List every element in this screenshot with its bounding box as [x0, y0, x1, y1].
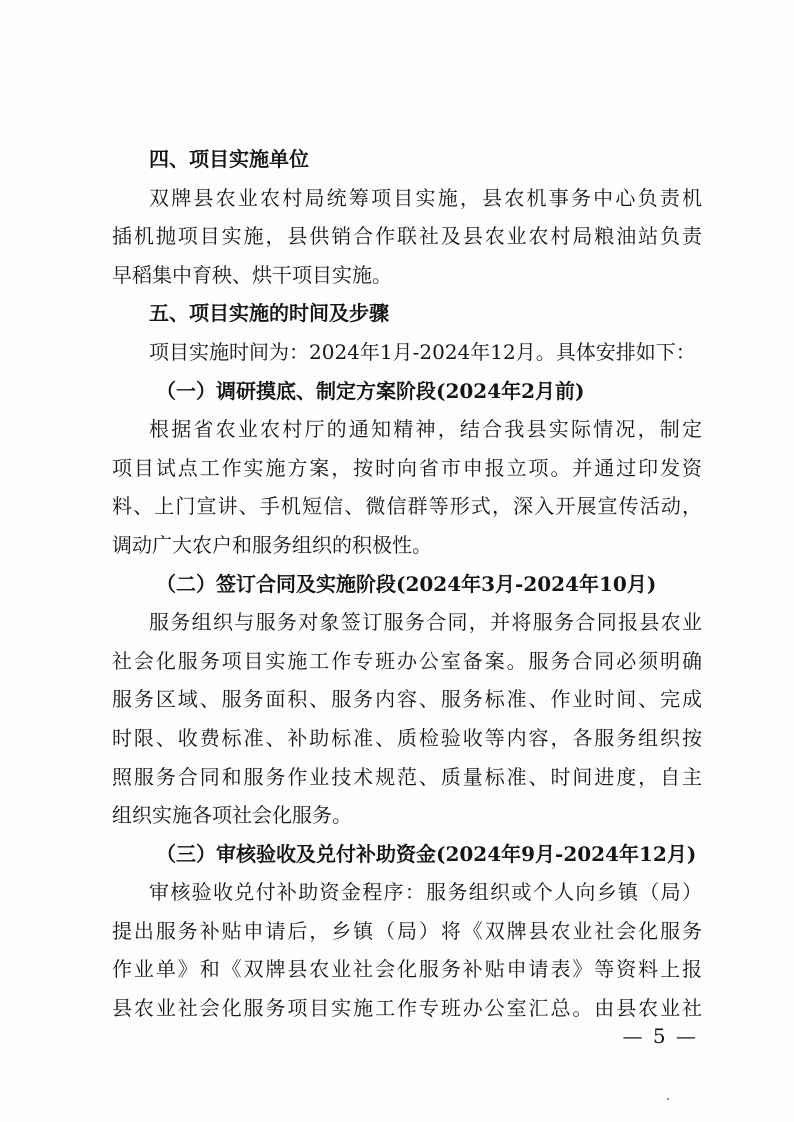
step-3-heading: （三）审核验收及兑付补助资金(2024年9月-2024年12月) — [156, 841, 697, 866]
section-5-heading: 五、项目实施的时间及步骤 — [149, 301, 389, 326]
paragraph-line: 根据省农业农村厅的通知精神，结合我县实际情况，制定 — [149, 417, 702, 442]
paragraph-line: 提出服务补贴申请后，乡镇（局）将《双牌县农业社会化服务 — [112, 918, 702, 943]
paragraph-line: 时限、收费标准、补助标准、质检验收等内容，各服务组织按 — [112, 725, 702, 750]
section-4-heading: 四、项目实施单位 — [149, 147, 309, 171]
section-5-intro: 项目实施时间为：2024年1月-2024年12月。具体安排如下： — [149, 339, 696, 364]
paragraph-line: 服务组织与服务对象签订服务合同，并将服务合同报县农业 — [149, 610, 702, 635]
paragraph-line: 审核验收兑付补助资金程序：服务组织或个人向乡镇（局） — [149, 880, 702, 905]
paragraph-line: 社会化服务项目实施工作专班办公室备案。服务合同必须明确 — [112, 648, 702, 673]
scan-speck — [667, 1098, 669, 1100]
paragraph-line: 调动广大农户和服务组织的积极性。 — [112, 532, 432, 557]
paragraph-line: 作业单》和《双牌县农业社会化服务补贴申请表》等资料上报 — [112, 957, 702, 982]
step-2-heading: （二）签订合同及实施阶段(2024年3月-2024年10月) — [156, 571, 657, 596]
paragraph-line: 组织实施各项社会化服务。 — [112, 803, 352, 828]
paragraph-line: 照服务合同和服务作业技术规范、质量标准、时间进度，自主 — [112, 764, 702, 789]
step-1-heading: （一）调研摸底、制定方案阶段(2024年2月前) — [156, 378, 585, 403]
paragraph-line: 县农业社会化服务项目实施工作专班办公室汇总。由县农业社 — [112, 996, 702, 1021]
paragraph-line: 服务区域、服务面积、服务内容、服务标准、作业时间、完成 — [112, 687, 702, 712]
page-number: — 5 — — [622, 1024, 698, 1048]
paragraph-line: 双牌县农业农村局统筹项目实施，县农机事务中心负责机 — [149, 185, 702, 210]
paragraph-line: 早稻集中育秧、烘干项目实施。 — [112, 262, 392, 287]
paragraph-line: 项目试点工作实施方案，按时向省市申报立项。并通过印发资 — [112, 455, 702, 480]
paragraph-line: 料、上门宣讲、手机短信、微信群等形式，深入开展宣传活动， — [112, 494, 702, 519]
body-text — [112, 140, 702, 1028]
paragraph-line: 插机抛项目实施，县供销合作联社及县农业农村局粮油站负责 — [112, 224, 702, 249]
